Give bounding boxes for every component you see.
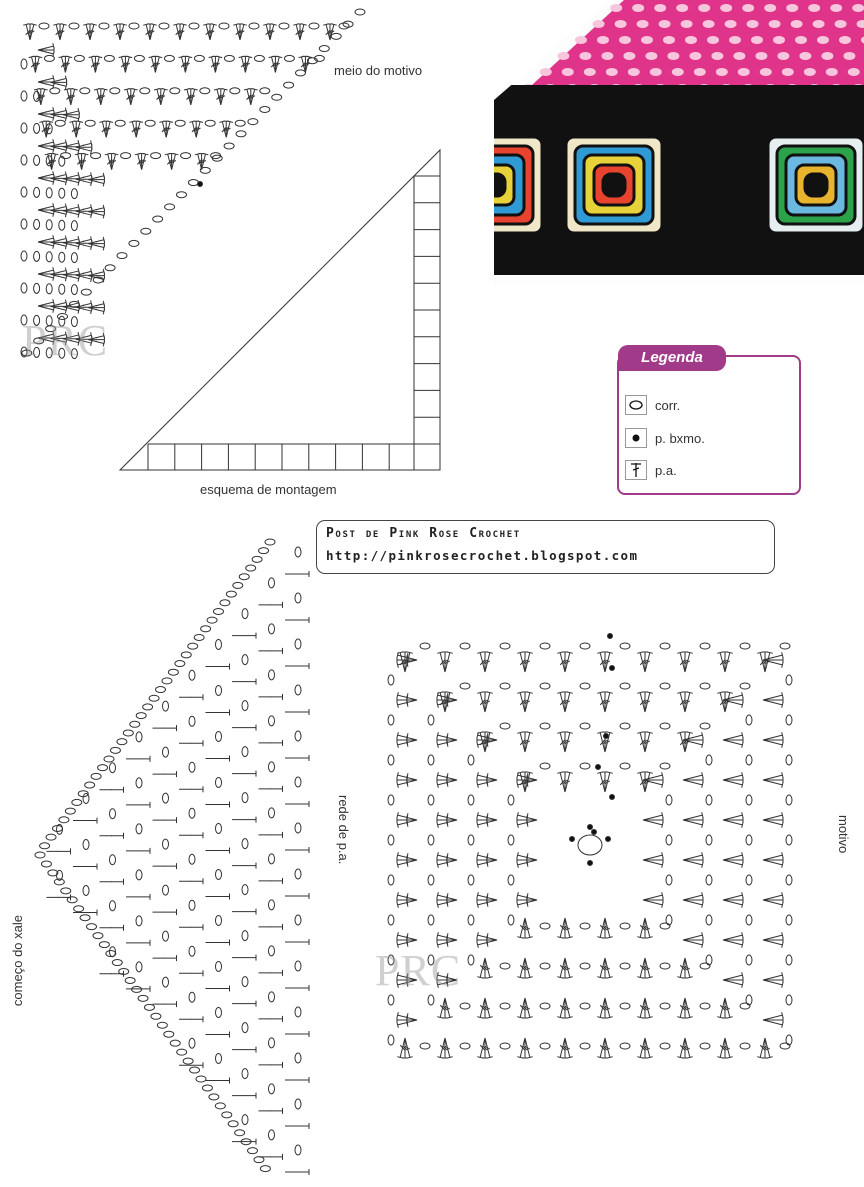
chain-stitch xyxy=(786,915,792,925)
center-ring xyxy=(578,835,602,855)
chain-stitch xyxy=(780,1043,790,1049)
assembly-schema-label: esquema de montagem xyxy=(200,482,337,497)
chain-stitch xyxy=(500,643,510,649)
mesh-label: rede de p.a. xyxy=(336,795,351,865)
chain-stitch xyxy=(508,875,514,885)
chain-stitch xyxy=(468,835,474,845)
chain-stitch xyxy=(500,723,510,729)
chain-stitch xyxy=(746,875,752,885)
chain-stitch xyxy=(428,915,434,925)
chain-stitch xyxy=(428,755,434,765)
chain-stitch xyxy=(468,755,474,765)
chain-stitch xyxy=(540,723,550,729)
slip-stitch xyxy=(608,634,613,639)
chain-stitch xyxy=(540,923,550,929)
chain-stitch xyxy=(428,875,434,885)
chain-stitch xyxy=(460,1043,470,1049)
chain-stitch xyxy=(786,1035,792,1045)
chain-stitch xyxy=(388,875,394,885)
chain-stitch xyxy=(580,643,590,649)
chain-stitch xyxy=(660,723,670,729)
chain-stitch xyxy=(660,683,670,689)
chain-stitch xyxy=(420,643,430,649)
chain-stitch xyxy=(428,715,434,725)
slip-stitch xyxy=(610,666,615,671)
chain-stitch xyxy=(388,795,394,805)
chain-stitch xyxy=(746,995,752,1005)
watermark-top: PRC xyxy=(22,316,109,365)
chain-stitch xyxy=(540,683,550,689)
chain-stitch xyxy=(740,643,750,649)
chain-stitch xyxy=(700,643,710,649)
chain-stitch xyxy=(786,795,792,805)
chain-stitch xyxy=(540,643,550,649)
chain-stitch xyxy=(500,963,510,969)
chain-stitch xyxy=(706,795,712,805)
slip-stitch xyxy=(570,837,575,842)
chain-stitch xyxy=(620,1003,630,1009)
chain-stitch xyxy=(700,963,710,969)
chain-stitch xyxy=(460,643,470,649)
chain-stitch xyxy=(786,955,792,965)
chain-stitch xyxy=(706,755,712,765)
chain-stitch xyxy=(620,923,630,929)
chain-stitch xyxy=(420,1043,430,1049)
chain-stitch xyxy=(620,723,630,729)
chain-stitch xyxy=(580,683,590,689)
chain-stitch xyxy=(746,795,752,805)
chain-stitch xyxy=(388,675,394,685)
post-url[interactable]: http://pinkrosecrochet.blogspot.com xyxy=(326,548,639,563)
chain-stitch xyxy=(500,1043,510,1049)
chain-stitch xyxy=(700,683,710,689)
shawl-start-label: começo do xale xyxy=(10,915,25,1007)
chain-stitch xyxy=(500,683,510,689)
watermark-bottom: PRC xyxy=(375,946,462,995)
legend-label-chain: corr. xyxy=(655,397,681,413)
chain-stitch xyxy=(706,915,712,925)
chain-stitch xyxy=(460,683,470,689)
chain-stitch xyxy=(786,715,792,725)
chain-stitch xyxy=(388,915,394,925)
chain-stitch xyxy=(786,995,792,1005)
chain-stitch xyxy=(740,683,750,689)
chain-stitch xyxy=(580,1003,590,1009)
chain-stitch xyxy=(540,763,550,769)
chain-stitch xyxy=(620,763,630,769)
legend-label-double-crochet: p.a. xyxy=(655,462,677,478)
chain-stitch xyxy=(780,643,790,649)
slip-stitch xyxy=(588,825,593,830)
chain-stitch xyxy=(740,1003,750,1009)
chain-stitch xyxy=(580,723,590,729)
chain-stitch xyxy=(746,755,752,765)
chain-stitch xyxy=(666,795,672,805)
chain-stitch xyxy=(540,1003,550,1009)
chain-stitch xyxy=(786,875,792,885)
slip-stitch xyxy=(596,765,601,770)
slip-stitch xyxy=(606,837,611,842)
chain-stitch xyxy=(580,763,590,769)
chain-stitch xyxy=(660,923,670,929)
chain-stitch xyxy=(540,963,550,969)
chain-stitch xyxy=(580,1043,590,1049)
chain-stitch xyxy=(468,915,474,925)
chain-stitch xyxy=(428,995,434,1005)
chain-stitch xyxy=(620,963,630,969)
chain-stitch xyxy=(746,835,752,845)
chain-stitch xyxy=(660,643,670,649)
chain-stitch xyxy=(786,755,792,765)
chain-stitch xyxy=(620,683,630,689)
chain-stitch xyxy=(428,835,434,845)
chain-stitch xyxy=(666,915,672,925)
chain-stitch xyxy=(660,763,670,769)
chain-stitch xyxy=(428,795,434,805)
chain-stitch xyxy=(468,795,474,805)
chain-stitch xyxy=(660,963,670,969)
chain-stitch xyxy=(388,995,394,1005)
chain-stitch xyxy=(700,723,710,729)
chain-stitch xyxy=(700,1003,710,1009)
chain-stitch xyxy=(388,835,394,845)
chain-stitch xyxy=(388,755,394,765)
chain-stitch xyxy=(786,675,792,685)
half-motif-label: meio do motivo xyxy=(334,63,423,78)
chain-stitch xyxy=(706,875,712,885)
chain-stitch xyxy=(388,1035,394,1045)
chain-stitch xyxy=(740,1043,750,1049)
chain-stitch xyxy=(468,955,474,965)
legend-title: Legenda xyxy=(618,345,726,371)
chain-stitch xyxy=(508,795,514,805)
motif-label: motivo xyxy=(836,815,851,854)
chain-stitch xyxy=(508,915,514,925)
chain-stitch xyxy=(580,963,590,969)
chain-stitch xyxy=(746,955,752,965)
slip-stitch xyxy=(610,795,615,800)
chain-stitch xyxy=(746,915,752,925)
chain-stitch xyxy=(666,835,672,845)
chain-stitch xyxy=(660,1043,670,1049)
chain-stitch xyxy=(786,835,792,845)
chain-stitch xyxy=(460,1003,470,1009)
post-title: Post de Pink Rose Crochet xyxy=(326,526,521,541)
chain-stitch xyxy=(666,875,672,885)
chain-stitch xyxy=(660,1003,670,1009)
chain-stitch xyxy=(500,1003,510,1009)
slip-stitch xyxy=(588,861,593,866)
chain-stitch xyxy=(388,715,394,725)
chain-stitch xyxy=(706,835,712,845)
chain-stitch xyxy=(540,1043,550,1049)
slip-stitch xyxy=(604,734,609,739)
chain-stitch xyxy=(706,955,712,965)
chain-stitch xyxy=(508,835,514,845)
chain-stitch xyxy=(468,875,474,885)
chain-stitch xyxy=(620,643,630,649)
chain-stitch xyxy=(700,1043,710,1049)
slip-stitch xyxy=(592,830,597,835)
chain-stitch xyxy=(746,715,752,725)
legend-label-slip-stitch: p. bxmo. xyxy=(655,430,705,446)
chain-stitch xyxy=(620,1043,630,1049)
chain-stitch xyxy=(580,923,590,929)
